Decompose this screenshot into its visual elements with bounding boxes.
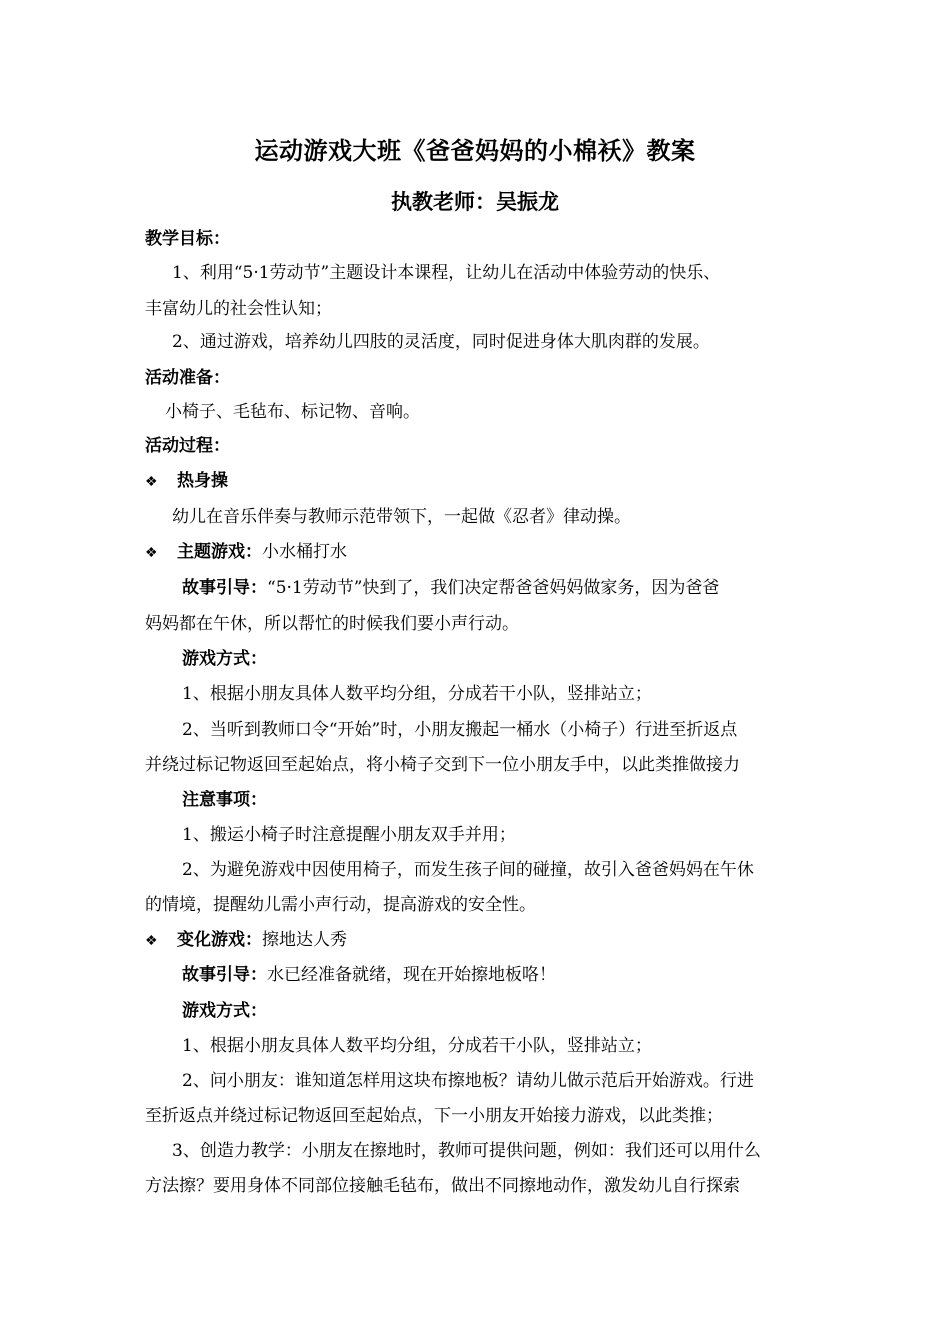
goal-2: 2、通过游戏，培养幼儿四肢的灵活度，同时促进身体大肌肉群的发展。: [172, 332, 710, 352]
theme-method-label: 游戏方式：: [182, 649, 267, 669]
diamond-bullet-icon: ❖: [145, 545, 158, 561]
diamond-bullet-icon: ❖: [145, 933, 158, 949]
variation-story-label: 故事引导：: [182, 965, 267, 985]
variation-method-label: 游戏方式：: [182, 1001, 267, 1021]
variation-story: [182, 963, 852, 987]
theme-story-text: “5·1劳动节”快到了，我们决定帮爸爸妈妈做家务，因为爸爸: [267, 578, 720, 598]
theme-note-2-line-2: 的情境，提醒幼儿需小声行动，提高游戏的安全性。: [145, 895, 536, 915]
theme-method-1: 1、根据小朋友具体人数平均分组，分成若干小队，竖排站立；: [182, 684, 652, 704]
warmup-text: 幼儿在音乐伴奏与教师示范带领下，一起做《忍者》律动操。: [172, 507, 631, 527]
variation-method-3-line-2: 方法擦？要用身体不同部位接触毛毡布，做出不同擦地动作，激发幼儿自行探索: [145, 1176, 740, 1196]
theme-story-line-2: 妈妈都在午休，所以帮忙的时候我们要小声行动。: [145, 614, 519, 634]
goals-heading: 教学目标：: [145, 229, 230, 249]
theme-note-2-line-1: 2、为避免游戏中因使用椅子，而发生孩子间的碰撞，故引入爸爸妈妈在午休: [182, 860, 754, 880]
theme-game-label: 主题游戏：: [177, 542, 262, 562]
theme-method-2-line-1: 2、当听到教师口令“开始”时，小朋友搬起一桶水（小椅子）行进至折返点: [182, 720, 738, 740]
teacher-line: 执教老师：吴振龙: [391, 190, 559, 214]
variation-game-name: 擦地达人秀: [262, 930, 347, 950]
variation-method-2-line-2: 至折返点并绕过标记物返回至起始点，下一小朋友开始接力游戏，以此类推；: [145, 1106, 723, 1126]
variation-method-3-line-1: 3、创造力教学：小朋友在擦地时，教师可提供问题，例如：我们还可以用什么: [172, 1141, 761, 1161]
theme-story-line-1: [182, 576, 852, 600]
variation-method-2-line-1: 2、问小朋友：谁知道怎样用这块布擦地板？请幼儿做示范后开始游戏。行进: [182, 1071, 754, 1091]
goal-1-line-1: 1、利用“5·1劳动节”主题设计本课程，让幼儿在活动中体验劳动的快乐、: [172, 263, 721, 283]
process-heading: 活动过程：: [145, 436, 230, 456]
theme-game-heading: [145, 540, 815, 565]
variation-story-text: 水已经准备就绪，现在开始擦地板咯！: [267, 965, 556, 985]
preparation-heading: 活动准备：: [145, 368, 230, 388]
goal-1-line-2: 丰富幼儿的社会性认知；: [145, 299, 332, 319]
theme-story-label: 故事引导：: [182, 578, 267, 598]
variation-game-label: 变化游戏：: [177, 930, 262, 950]
preparation-text: 小椅子、毛毡布、标记物、音响。: [165, 402, 420, 422]
variation-method-1: 1、根据小朋友具体人数平均分组，分成若干小队，竖排站立；: [182, 1036, 652, 1056]
theme-notes-label: 注意事项：: [182, 790, 267, 810]
theme-note-1: 1、搬运小椅子时注意提醒小朋友双手并用；: [182, 825, 516, 845]
diamond-bullet-icon: ❖: [145, 474, 158, 490]
document-title: 运动游戏大班《爸爸妈妈的小棉袄》教案: [254, 137, 696, 165]
warmup-heading: [145, 469, 815, 494]
warmup-title: 热身操: [177, 471, 228, 491]
theme-game-name: 小水桶打水: [262, 542, 347, 562]
variation-game-heading: [145, 928, 815, 953]
theme-method-2-line-2: 并绕过标记物返回至起始点，将小椅子交到下一位小朋友手中，以此类推做接力: [145, 755, 740, 775]
